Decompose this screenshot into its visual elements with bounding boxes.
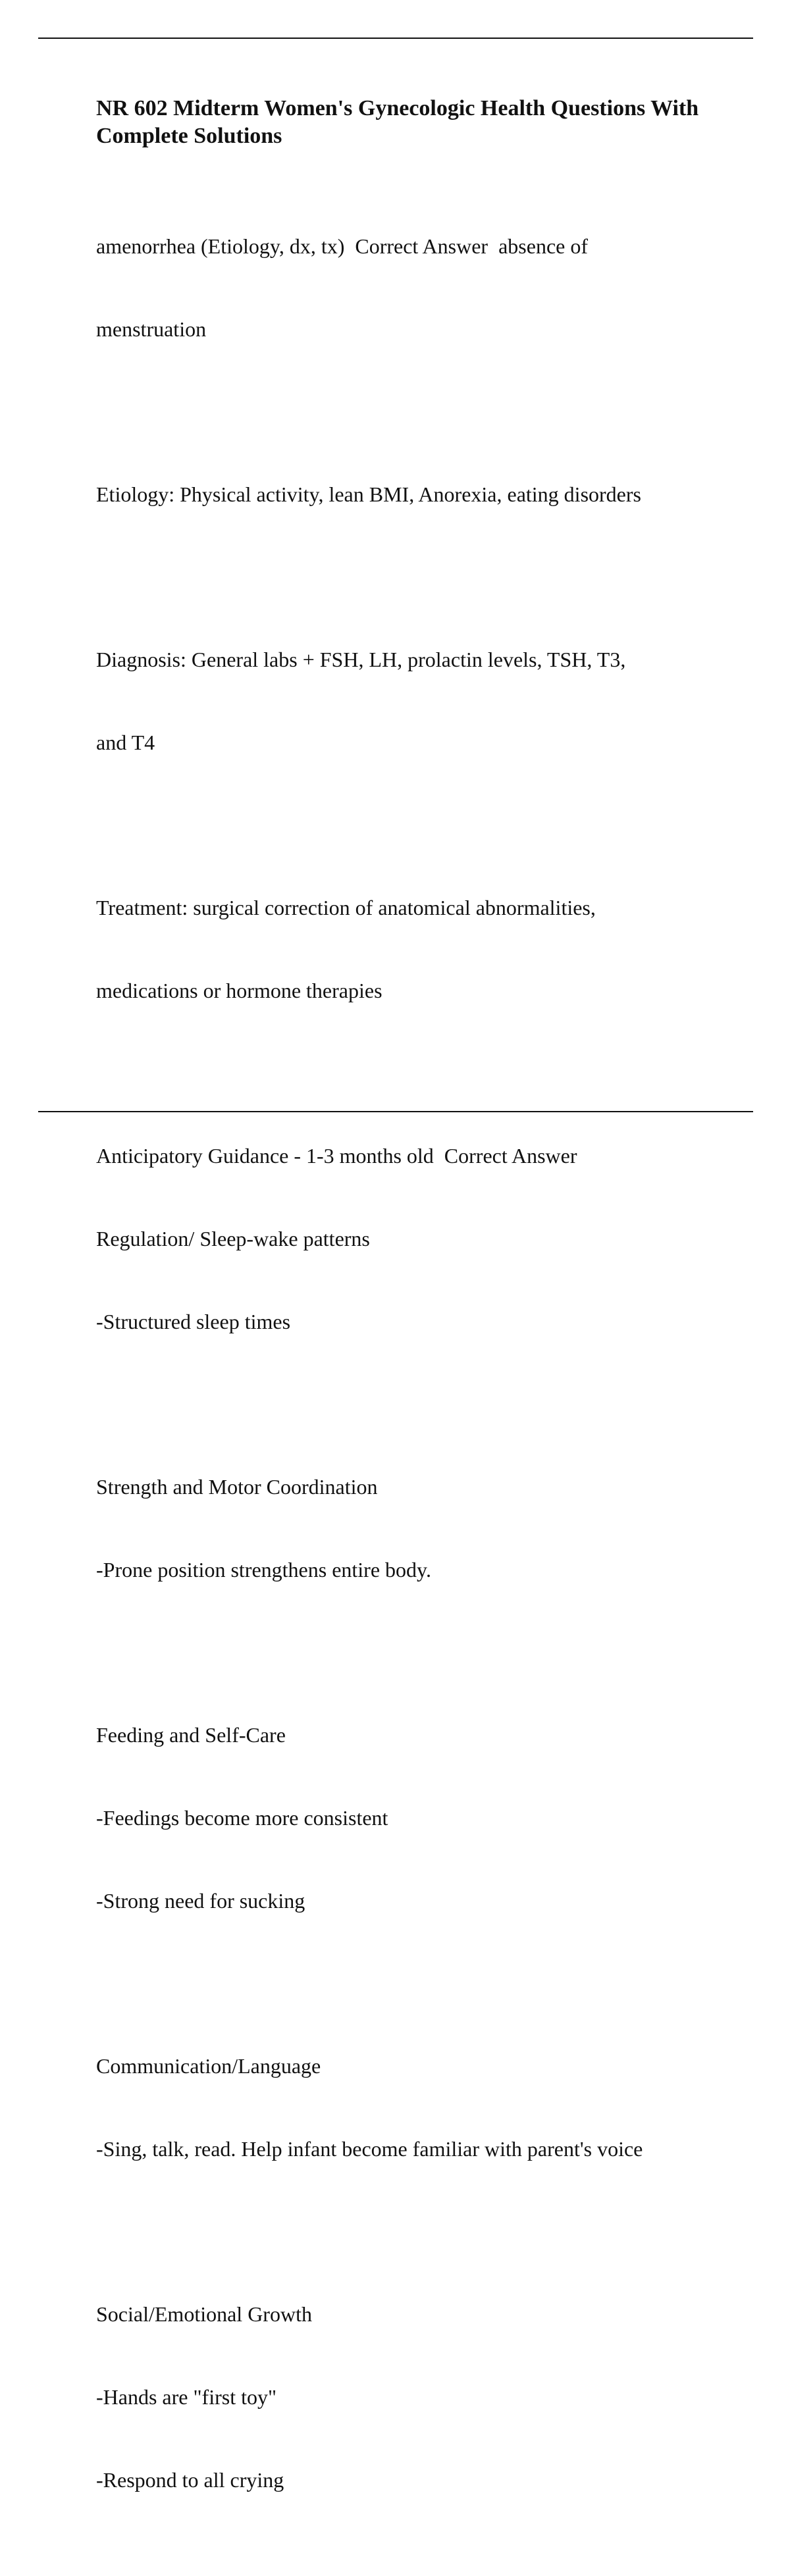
answer-block-communication [96, 1997, 728, 2218]
document-body [96, 95, 728, 2576]
footer-rule [38, 1111, 753, 1112]
text-line: Anticipatory Guidance - 1-3 months old Correct Answer [96, 1144, 577, 1168]
header-rule [38, 38, 753, 39]
text-line: Regulation/ Sleep-wake patterns [96, 1227, 370, 1250]
text-line: medications or hormone therapies [96, 979, 382, 1002]
text-line: -Hands are "first toy" [96, 2385, 277, 2409]
text-line: Social/Emotional Growth [96, 2302, 312, 2326]
text-line: Strength and Motor Coordination [96, 1475, 378, 1499]
answer-block-strength [96, 1418, 728, 1639]
answer-block-anticipatory-guidance [96, 1087, 728, 1391]
text-line: -Structured sleep times [96, 1310, 291, 1333]
text-line: Treatment: surgical correction of anatomical abnormalities, [96, 896, 596, 919]
answer-block-treatment [96, 838, 728, 1060]
answer-block-etiology [96, 425, 728, 563]
text-line: -Feedings become more consistent [96, 1806, 388, 1830]
text-line: and T4 [96, 731, 155, 754]
answer-block-feeding [96, 1666, 728, 1970]
text-line: Etiology: Physical activity, lean BMI, Anorexia, eating disorders [96, 482, 641, 506]
text-line: -Respond to all crying [96, 2468, 284, 2492]
answer-block-social-emotional [96, 2245, 728, 2549]
answer-block-diagnosis [96, 590, 728, 811]
text-line: -Sing, talk, read. Help infant become familiar with parent's voice [96, 2137, 643, 2161]
text-line: Feeding and Self-Care [96, 1723, 286, 1747]
text-line: Communication/Language [96, 2054, 321, 2078]
text-line: amenorrhea (Etiology, dx, tx) Correct Answer absence of [96, 234, 588, 258]
text-line: -Prone position strengthens entire body. [96, 1558, 431, 1582]
text-line: Diagnosis: General labs + FSH, LH, prolactin levels, TSH, T3, [96, 648, 626, 671]
document-title: NR 602 Midterm Women's Gynecologic Health Questions With Complete Solutions [96, 96, 699, 148]
answer-block-amenorrhea [96, 177, 728, 398]
text-line: -Strong need for sucking [96, 1889, 305, 1913]
text-line: menstruation [96, 317, 207, 341]
